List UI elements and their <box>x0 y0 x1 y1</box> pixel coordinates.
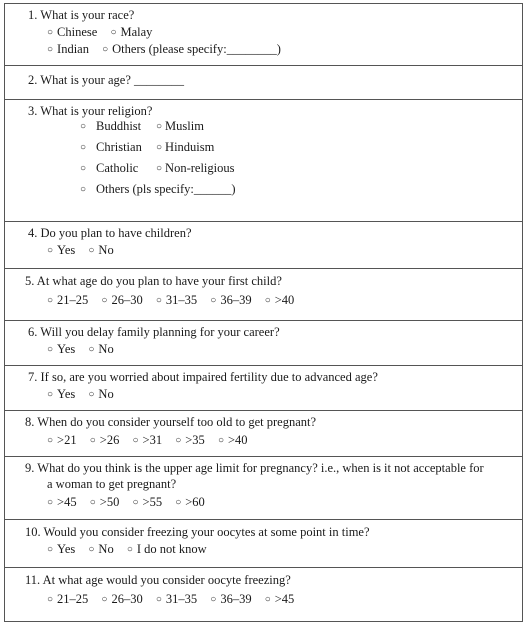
radio-circle-icon: ○ <box>47 295 54 306</box>
option-hinduism[interactable]: ○ Hinduism <box>156 140 215 154</box>
option-over-31[interactable]: ○ >31 <box>132 433 163 447</box>
question-2-text: 2. What is your age? ________ <box>28 73 184 87</box>
question-3 <box>5 100 522 222</box>
radio-circle-icon: ○ <box>88 544 95 555</box>
option-over-45[interactable]: ○ >45 <box>264 592 295 606</box>
radio-circle-icon: ○ <box>132 497 139 508</box>
radio-circle-icon: ○ <box>175 497 182 508</box>
radio-circle-icon: ○ <box>210 594 217 605</box>
option-over-40[interactable]: ○ >40 <box>217 433 248 447</box>
radio-circle-icon: ○ <box>47 389 54 400</box>
radio-circle-icon: ○ <box>102 44 109 55</box>
option-36-39[interactable]: ○ 36–39 <box>210 592 252 606</box>
option-christian[interactable]: ○ Christian <box>80 140 142 154</box>
option-over-26[interactable]: ○ >26 <box>89 433 120 447</box>
radio-circle-icon: ○ <box>80 121 87 132</box>
option-over-40[interactable]: ○ >40 <box>264 293 295 307</box>
radio-circle-icon: ○ <box>47 594 54 605</box>
option-yes[interactable]: ○ Yes <box>47 243 76 257</box>
radio-circle-icon: ○ <box>88 245 95 256</box>
option-26-30[interactable]: ○ 26–30 <box>101 592 143 606</box>
radio-circle-icon: ○ <box>101 295 108 306</box>
radio-circle-icon: ○ <box>156 163 163 174</box>
radio-circle-icon: ○ <box>47 435 54 446</box>
option-21-25[interactable]: ○ 21–25 <box>47 592 89 606</box>
option-no[interactable]: ○ No <box>88 542 114 556</box>
question-9 <box>5 457 522 520</box>
radio-circle-icon: ○ <box>110 27 117 38</box>
option-over-21[interactable]: ○ >21 <box>47 433 77 447</box>
question-11 <box>5 568 522 622</box>
radio-circle-icon: ○ <box>89 435 96 446</box>
radio-circle-icon: ○ <box>89 497 96 508</box>
option-21-25[interactable]: ○ 21–25 <box>47 293 89 307</box>
question-4 <box>5 222 522 269</box>
option-over-45[interactable]: ○ >45 <box>47 495 77 509</box>
radio-circle-icon: ○ <box>47 544 54 555</box>
option-36-39[interactable]: ○ 36–39 <box>210 293 252 307</box>
radio-circle-icon: ○ <box>126 544 133 555</box>
radio-circle-icon: ○ <box>155 594 162 605</box>
radio-circle-icon: ○ <box>101 594 108 605</box>
radio-circle-icon: ○ <box>156 142 163 153</box>
option-malay[interactable]: ○ Malay <box>110 25 153 39</box>
question-10-text: 10. Would you consider freezing your oocytes at some point in time? <box>25 525 370 539</box>
radio-circle-icon: ○ <box>175 435 182 446</box>
option-over-55[interactable]: ○ >55 <box>132 495 163 509</box>
radio-circle-icon: ○ <box>88 389 95 400</box>
option-over-35[interactable]: ○ >35 <box>175 433 205 447</box>
option-yes[interactable]: ○ Yes <box>47 387 76 401</box>
question-9-text-continued: a woman to get pregnant? <box>47 477 177 491</box>
question-11-text: 11. At what age would you consider oocyte freezing? <box>25 573 291 587</box>
question-7-text: 7. If so, are you worried about impaired fertility due to advanced age? <box>28 370 378 384</box>
option-chinese[interactable]: ○ Chinese <box>47 25 98 39</box>
option-catholic[interactable]: ○ Catholic <box>80 161 139 175</box>
radio-circle-icon: ○ <box>80 163 87 174</box>
radio-circle-icon: ○ <box>156 121 163 132</box>
radio-circle-icon: ○ <box>47 27 54 38</box>
question-6-text: 6. Will you delay family planning for your career? <box>28 325 280 339</box>
question-9-text: 9. What do you think is the upper age limit for pregnancy? i.e., when is it not acceptable for <box>25 461 484 475</box>
question-3-text: 3. What is your religion? <box>28 104 153 118</box>
radio-circle-icon: ○ <box>264 594 271 605</box>
question-8-text: 8. When do you consider yourself too old to get pregnant? <box>25 415 317 429</box>
radio-circle-icon: ○ <box>47 245 54 256</box>
option-do-not-know[interactable]: ○ I do not know <box>126 542 207 556</box>
option-31-35[interactable]: ○ 31–35 <box>155 592 198 606</box>
radio-circle-icon: ○ <box>217 435 224 446</box>
radio-circle-icon: ○ <box>88 344 95 355</box>
question-1 <box>5 4 522 66</box>
question-1-text: 1. What is your race? <box>28 8 135 22</box>
radio-circle-icon: ○ <box>155 295 162 306</box>
question-2 <box>5 66 522 100</box>
question-5-text: 5. At what age do you plan to have your first child? <box>25 274 282 288</box>
radio-circle-icon: ○ <box>264 295 271 306</box>
radio-circle-icon: ○ <box>210 295 217 306</box>
radio-circle-icon: ○ <box>47 344 54 355</box>
option-over-60[interactable]: ○ >60 <box>175 495 205 509</box>
option-26-30[interactable]: ○ 26–30 <box>101 293 143 307</box>
option-no[interactable]: ○ No <box>88 342 114 356</box>
option-no[interactable]: ○ No <box>88 387 114 401</box>
option-others-race[interactable]: ○ Others (please specify:________) <box>102 42 281 56</box>
radio-circle-icon: ○ <box>80 184 87 195</box>
option-muslim[interactable]: ○ Muslim <box>156 119 204 133</box>
option-others-religion[interactable]: ○ Others (pls specify:______) <box>80 182 236 196</box>
question-4-text: 4. Do you plan to have children? <box>28 226 192 240</box>
question-7 <box>5 366 522 411</box>
question-5 <box>5 269 522 321</box>
radio-circle-icon: ○ <box>80 142 87 153</box>
option-no[interactable]: ○ No <box>88 243 114 257</box>
question-6 <box>5 321 522 366</box>
question-8 <box>5 411 522 457</box>
radio-circle-icon: ○ <box>47 497 54 508</box>
radio-circle-icon: ○ <box>132 435 139 446</box>
option-indian[interactable]: ○ Indian <box>47 42 89 56</box>
option-yes[interactable]: ○ Yes <box>47 342 76 356</box>
radio-circle-icon: ○ <box>47 44 54 55</box>
option-buddhist[interactable]: ○ Buddhist <box>80 119 142 133</box>
option-yes[interactable]: ○ Yes <box>47 542 76 556</box>
option-31-35[interactable]: ○ 31–35 <box>155 293 198 307</box>
option-non-religious[interactable]: ○ Non-religious <box>156 161 235 175</box>
survey-table <box>4 3 523 622</box>
option-over-50[interactable]: ○ >50 <box>89 495 120 509</box>
question-10 <box>5 520 522 568</box>
